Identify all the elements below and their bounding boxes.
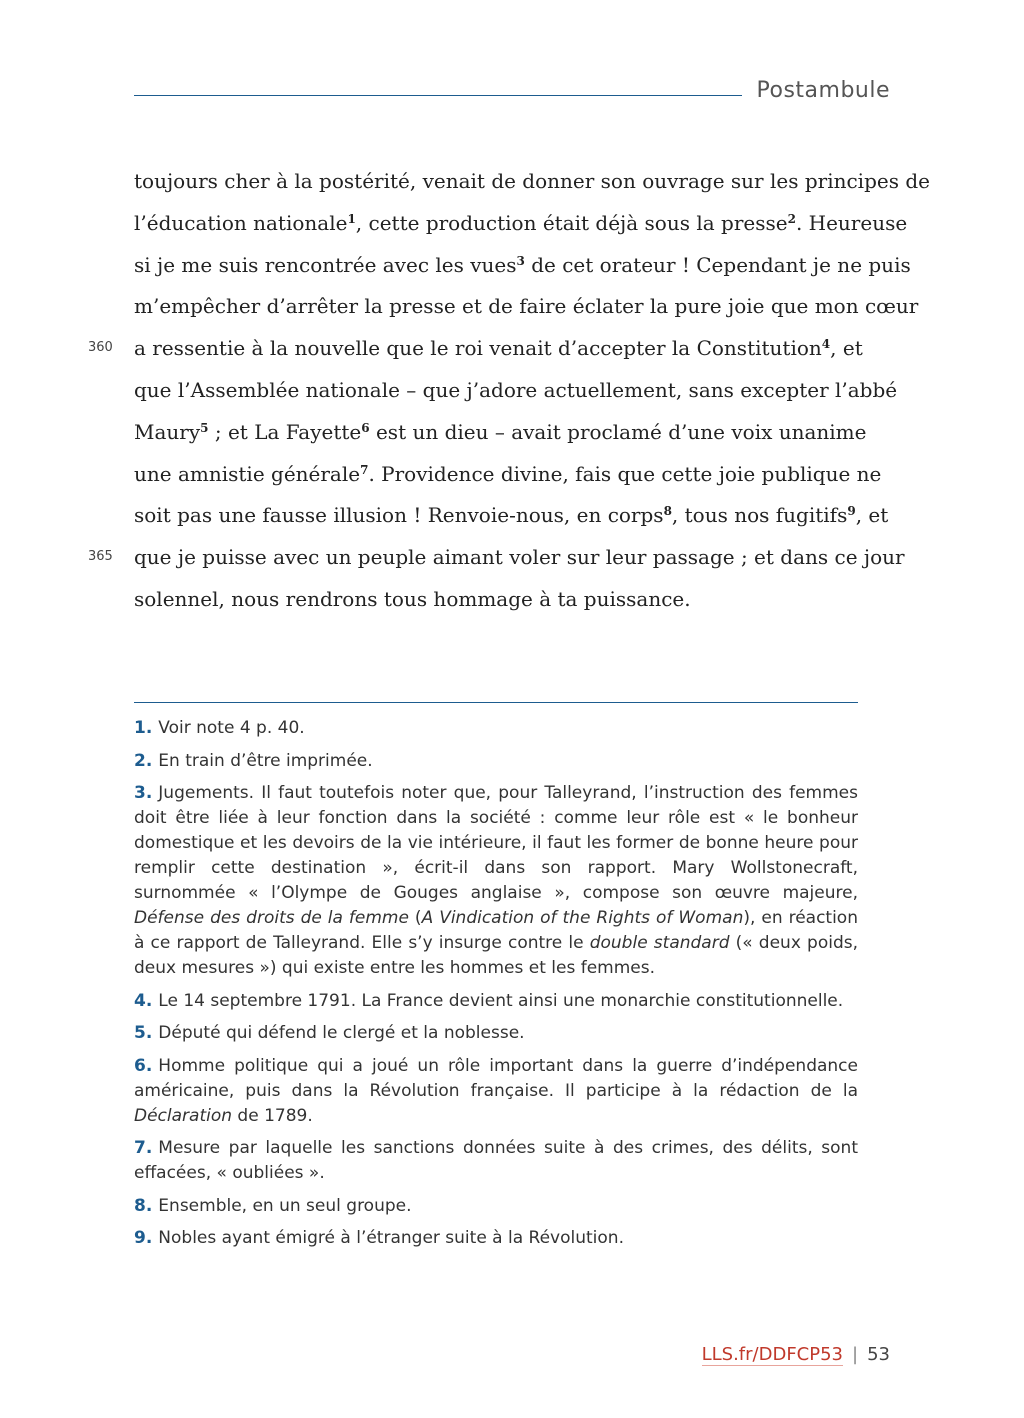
- footnote-item: [134, 716, 858, 741]
- footnote-ref: 7: [360, 462, 369, 477]
- footnote-ref: 9: [847, 504, 856, 519]
- text-run: Maury: [134, 419, 201, 444]
- text-run: solennel, nous rendrons tous hommage à ta puissance.: [134, 586, 691, 611]
- footnote-item: [134, 1194, 858, 1219]
- text-run: que je puisse avec un peuple aimant voler sur leur passage ; et dans ce jour: [134, 545, 905, 570]
- text-line: [134, 286, 919, 328]
- footnote-text: [134, 783, 858, 978]
- footnote-ref: 6: [361, 420, 370, 435]
- footnote-item: [134, 1226, 858, 1251]
- footnote-ref: 4: [821, 337, 831, 352]
- text-line: [134, 454, 882, 496]
- footnote-item: [134, 749, 858, 774]
- text-run: que l’Assemblée nationale – que j’adore actuellement, sans excepter l’abbé: [134, 377, 898, 402]
- header-rule: [134, 95, 742, 96]
- resource-link[interactable]: LLS.fr/DDFCP53: [701, 1344, 844, 1365]
- text-run: , et: [830, 336, 863, 361]
- footnote-item: [134, 1054, 858, 1129]
- footnotes-rule: [134, 702, 858, 703]
- italic-text: Déclaration: [134, 1105, 233, 1126]
- text-run: Homme politique qui a joué un rôle important dans la guerre d’indépendance américaine, puis dans la Révolution française. Il participe à la rédaction de la: [134, 1055, 858, 1101]
- text-line: [134, 495, 889, 537]
- footnote-ref: 8: [663, 504, 672, 519]
- footnote-text: [158, 751, 372, 771]
- page-number: 53: [867, 1344, 890, 1365]
- footnote-number: 9.: [134, 1228, 153, 1248]
- text-line: [134, 245, 911, 287]
- line-number-365: 365: [88, 549, 113, 564]
- text-line: [134, 203, 908, 245]
- italic-text: double standard: [589, 933, 730, 953]
- text-line: [134, 370, 898, 412]
- footnote-number: 1.: [134, 718, 153, 738]
- footnotes: [134, 716, 858, 1259]
- footnote-item: [134, 1136, 858, 1186]
- line-number-360: 360: [88, 340, 113, 355]
- footnote-number: 4.: [134, 990, 153, 1011]
- text-run: Jugements. Il faut toutefois noter que, pour Talleyrand, l’instruction des femmes doit être liée à leur fonction dans la société : comme leur rôle est « le bonheur domestique et les devoirs de la vie intérieure, il faut les former de bonne heure pour remplir cette destination », écrit-il dans son rapport. Mary Wollstonecraft, surnommée « l’Olympe de Gouges anglaise », compose son œuvre majeure,: [134, 783, 858, 903]
- text-run: de cet orateur ! Cependant je ne puis: [524, 252, 911, 277]
- text-run: Voir note 4 p. 40.: [158, 718, 305, 738]
- footnote-item: [134, 1021, 858, 1046]
- text-run: En train d’être imprimée.: [158, 750, 373, 771]
- text-line: [134, 328, 863, 370]
- text-line: [134, 537, 905, 579]
- footnote-ref: 1: [347, 211, 356, 226]
- footnote-item: [134, 781, 858, 981]
- text-run: . Heureuse: [795, 210, 908, 235]
- text-run: a ressentie à la nouvelle que le roi venait d’accepter la Constitution: [134, 336, 822, 361]
- text-line: [134, 161, 930, 203]
- footnote-text: [158, 1023, 524, 1043]
- text-run: Mesure par laquelle les sanctions données suite à des crimes, des délits, sont effacées, « oubliées ».: [134, 1138, 858, 1183]
- footnote-number: 8.: [134, 1195, 153, 1216]
- text-line: [134, 412, 867, 454]
- text-run: ; et La Fayette: [208, 419, 362, 444]
- text-run: est un dieu – avait proclamé d’une voix unanime: [369, 419, 867, 444]
- text-run: . Providence divine, fais que cette joie publique ne: [368, 461, 882, 486]
- text-run: m’empêcher d’arrêter la presse et de faire éclater la pure joie que mon cœur: [134, 294, 919, 319]
- text-run: toujours cher à la postérité, venait de donner son ouvrage sur les principes de: [134, 169, 930, 193]
- text-run: ), en réaction à ce rapport de Talleyrand. Elle s’y insurge contre le: [134, 908, 858, 953]
- text-run: , tous nos fugitifs: [671, 503, 848, 528]
- footnote-ref: 3: [516, 253, 525, 268]
- footnote-item: [134, 989, 858, 1014]
- italic-text: A Vindication of the Rights of Woman: [421, 908, 744, 928]
- footer-separator: |: [852, 1344, 859, 1365]
- footnote-text: [158, 1196, 411, 1216]
- running-header-title: Postambule: [756, 78, 890, 103]
- text-run: , et: [855, 503, 889, 528]
- footnote-text: [158, 1228, 624, 1248]
- footnote-number: 7.: [134, 1138, 153, 1158]
- text-line: [134, 579, 858, 621]
- footnote-number: 5.: [134, 1023, 153, 1043]
- footnote-text: [134, 1056, 858, 1126]
- text-run: Ensemble, en un seul groupe.: [158, 1195, 412, 1216]
- main-text: [134, 161, 930, 621]
- footnote-ref: 2: [787, 211, 796, 226]
- footnote-number: 6.: [134, 1055, 153, 1076]
- text-run: Nobles ayant émigré à l’étranger suite à la Révolution.: [158, 1228, 624, 1248]
- footnote-text: [158, 991, 843, 1011]
- text-run: l’éducation nationale: [134, 210, 348, 235]
- text-run: Le 14 septembre 1791. La France devient ainsi une monarchie constitutionnelle.: [158, 990, 844, 1011]
- page-footer: [702, 1344, 890, 1365]
- text-run: (« deux poids, deux mesures ») qui existe entre les hommes et les femmes.: [134, 933, 858, 978]
- italic-text: Défense des droits de la femme: [134, 908, 409, 928]
- text-run: (: [408, 908, 422, 928]
- text-run: , cette production était déjà sous la presse: [355, 210, 788, 235]
- text-run: soit pas une fausse illusion ! Renvoie-nous, en corps: [134, 503, 664, 528]
- footnote-text: [158, 718, 304, 738]
- footnote-number: 2.: [134, 750, 153, 771]
- text-run: de 1789.: [232, 1105, 313, 1126]
- footnote-text: [134, 1138, 858, 1183]
- footnote-ref: 5: [200, 420, 209, 435]
- text-run: Député qui défend le clergé et la noblesse.: [158, 1023, 525, 1043]
- text-run: une amnistie générale: [134, 461, 361, 486]
- text-run: si je me suis rencontrée avec les vues: [134, 252, 517, 277]
- footnote-number: 3.: [134, 783, 153, 803]
